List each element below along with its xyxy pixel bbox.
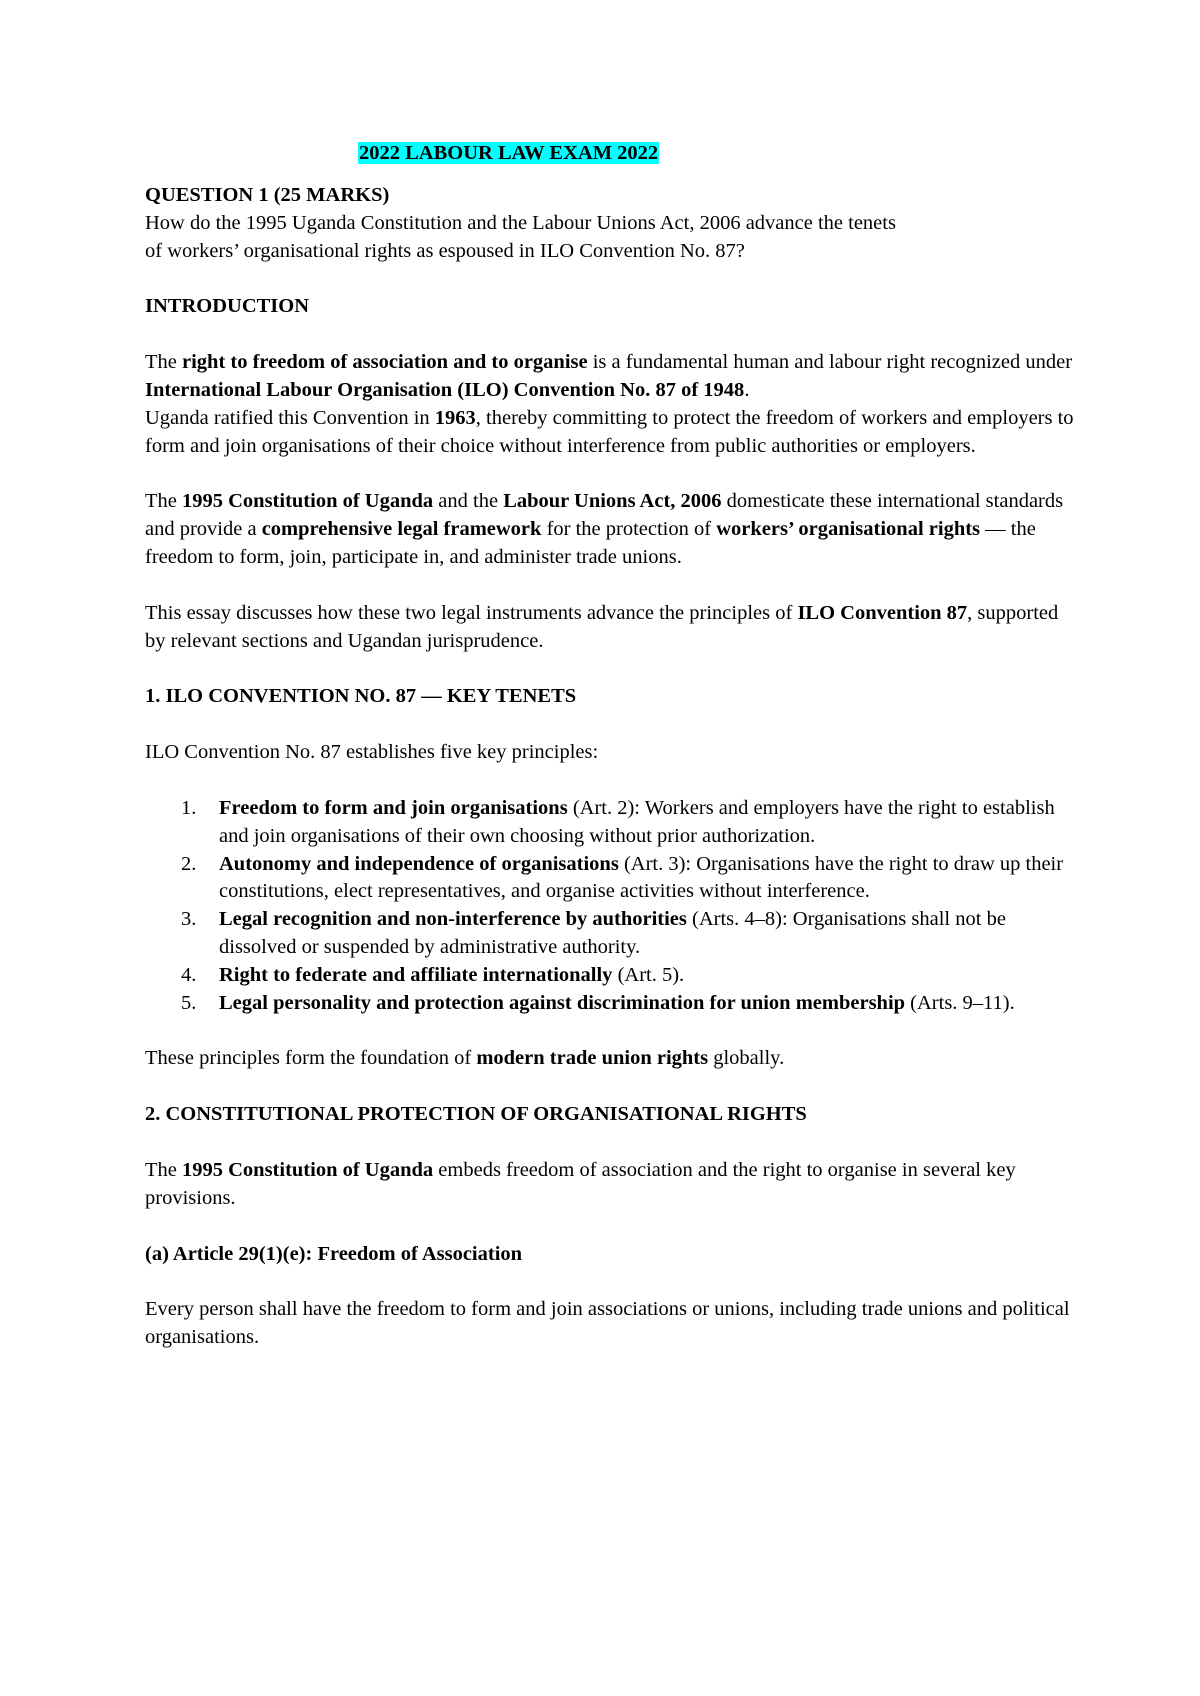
article-29-text: Every person shall have the freedom to form and join associations or unions, including trade unions and political organisations. [145, 1298, 1070, 1349]
question-text: How do the 1995 Uganda Constitution and the Labour Unions Act, 2006 advance the tenets of workers’ organisational rights as espoused in ILO Convention No. 87? [145, 211, 896, 262]
list-item: 5. Legal personality and protection against discrimination for union membership (Arts. 9–11). [181, 991, 1015, 1014]
intro-paragraph-3: The 1995 Constitution of Uganda and the Labour Unions Act, 2006 domesticate these international standards and provide a comprehensive legal framework for the protection of workers’ organisational rights — the freedom to form, join, participate in, and administer trade unions. [145, 490, 1064, 568]
section-1-heading: 1. ILO CONVENTION NO. 87 — KEY TENETS [145, 685, 577, 708]
exam-title: 2022 LABOUR LAW EXAM 2022 [359, 142, 659, 164]
key-tenets-list [145, 795, 1075, 1017]
section-2-paragraph: The 1995 Constitution of Uganda embeds freedom of association and the right to organise in several key provisions. [145, 1158, 1016, 1209]
intro-paragraph-1: The right to freedom of association and to organise is a fundamental human and labour right recognized under International Labour Organisation (ILO) Convention No. 87 of 1948. [145, 351, 1073, 401]
section-2-heading: 2. CONSTITUTIONAL PROTECTION OF ORGANISATIONAL RIGHTS [145, 1103, 807, 1126]
list-item: 3. Legal recognition and non-interference by authorities (Arts. 4–8): Organisations shall not be dissolved or suspended by administrative authority. [181, 908, 1006, 958]
section-1-lead: ILO Convention No. 87 establishes five key principles: [145, 741, 599, 764]
list-item: 4. Right to federate and affiliate internationally (Art. 5). [181, 963, 685, 986]
list-item: 2. Autonomy and independence of organisations (Art. 3): Organisations have the right to draw up their constitutions, elect representatives, and organise activities without interference. [181, 852, 1064, 903]
intro-paragraph-4: This essay discusses how these two legal instruments advance the principles of ILO Convention 87, supported by relevant sections and Ugandan jurisprudence. [145, 601, 1059, 652]
document-page [145, 140, 1075, 1352]
article-29-heading: (a) Article 29(1)(e): Freedom of Association [145, 1242, 523, 1265]
list-item: 1. Freedom to form and join organisations (Art. 2): Workers and employers have the right to establish and join organisations of their own choosing without prior authorization. [181, 796, 1055, 847]
introduction-heading: INTRODUCTION [145, 295, 310, 318]
title-row [358, 140, 1075, 168]
section-1-closing: These principles form the foundation of modern trade union rights globally. [145, 1047, 785, 1070]
question-heading: QUESTION 1 (25 MARKS) [145, 184, 390, 206]
intro-paragraph-2: Uganda ratified this Convention in 1963, thereby committing to protect the freedom of workers and employers to form and join organisations of their choice without interference from public authorities or employers. [145, 406, 1074, 457]
